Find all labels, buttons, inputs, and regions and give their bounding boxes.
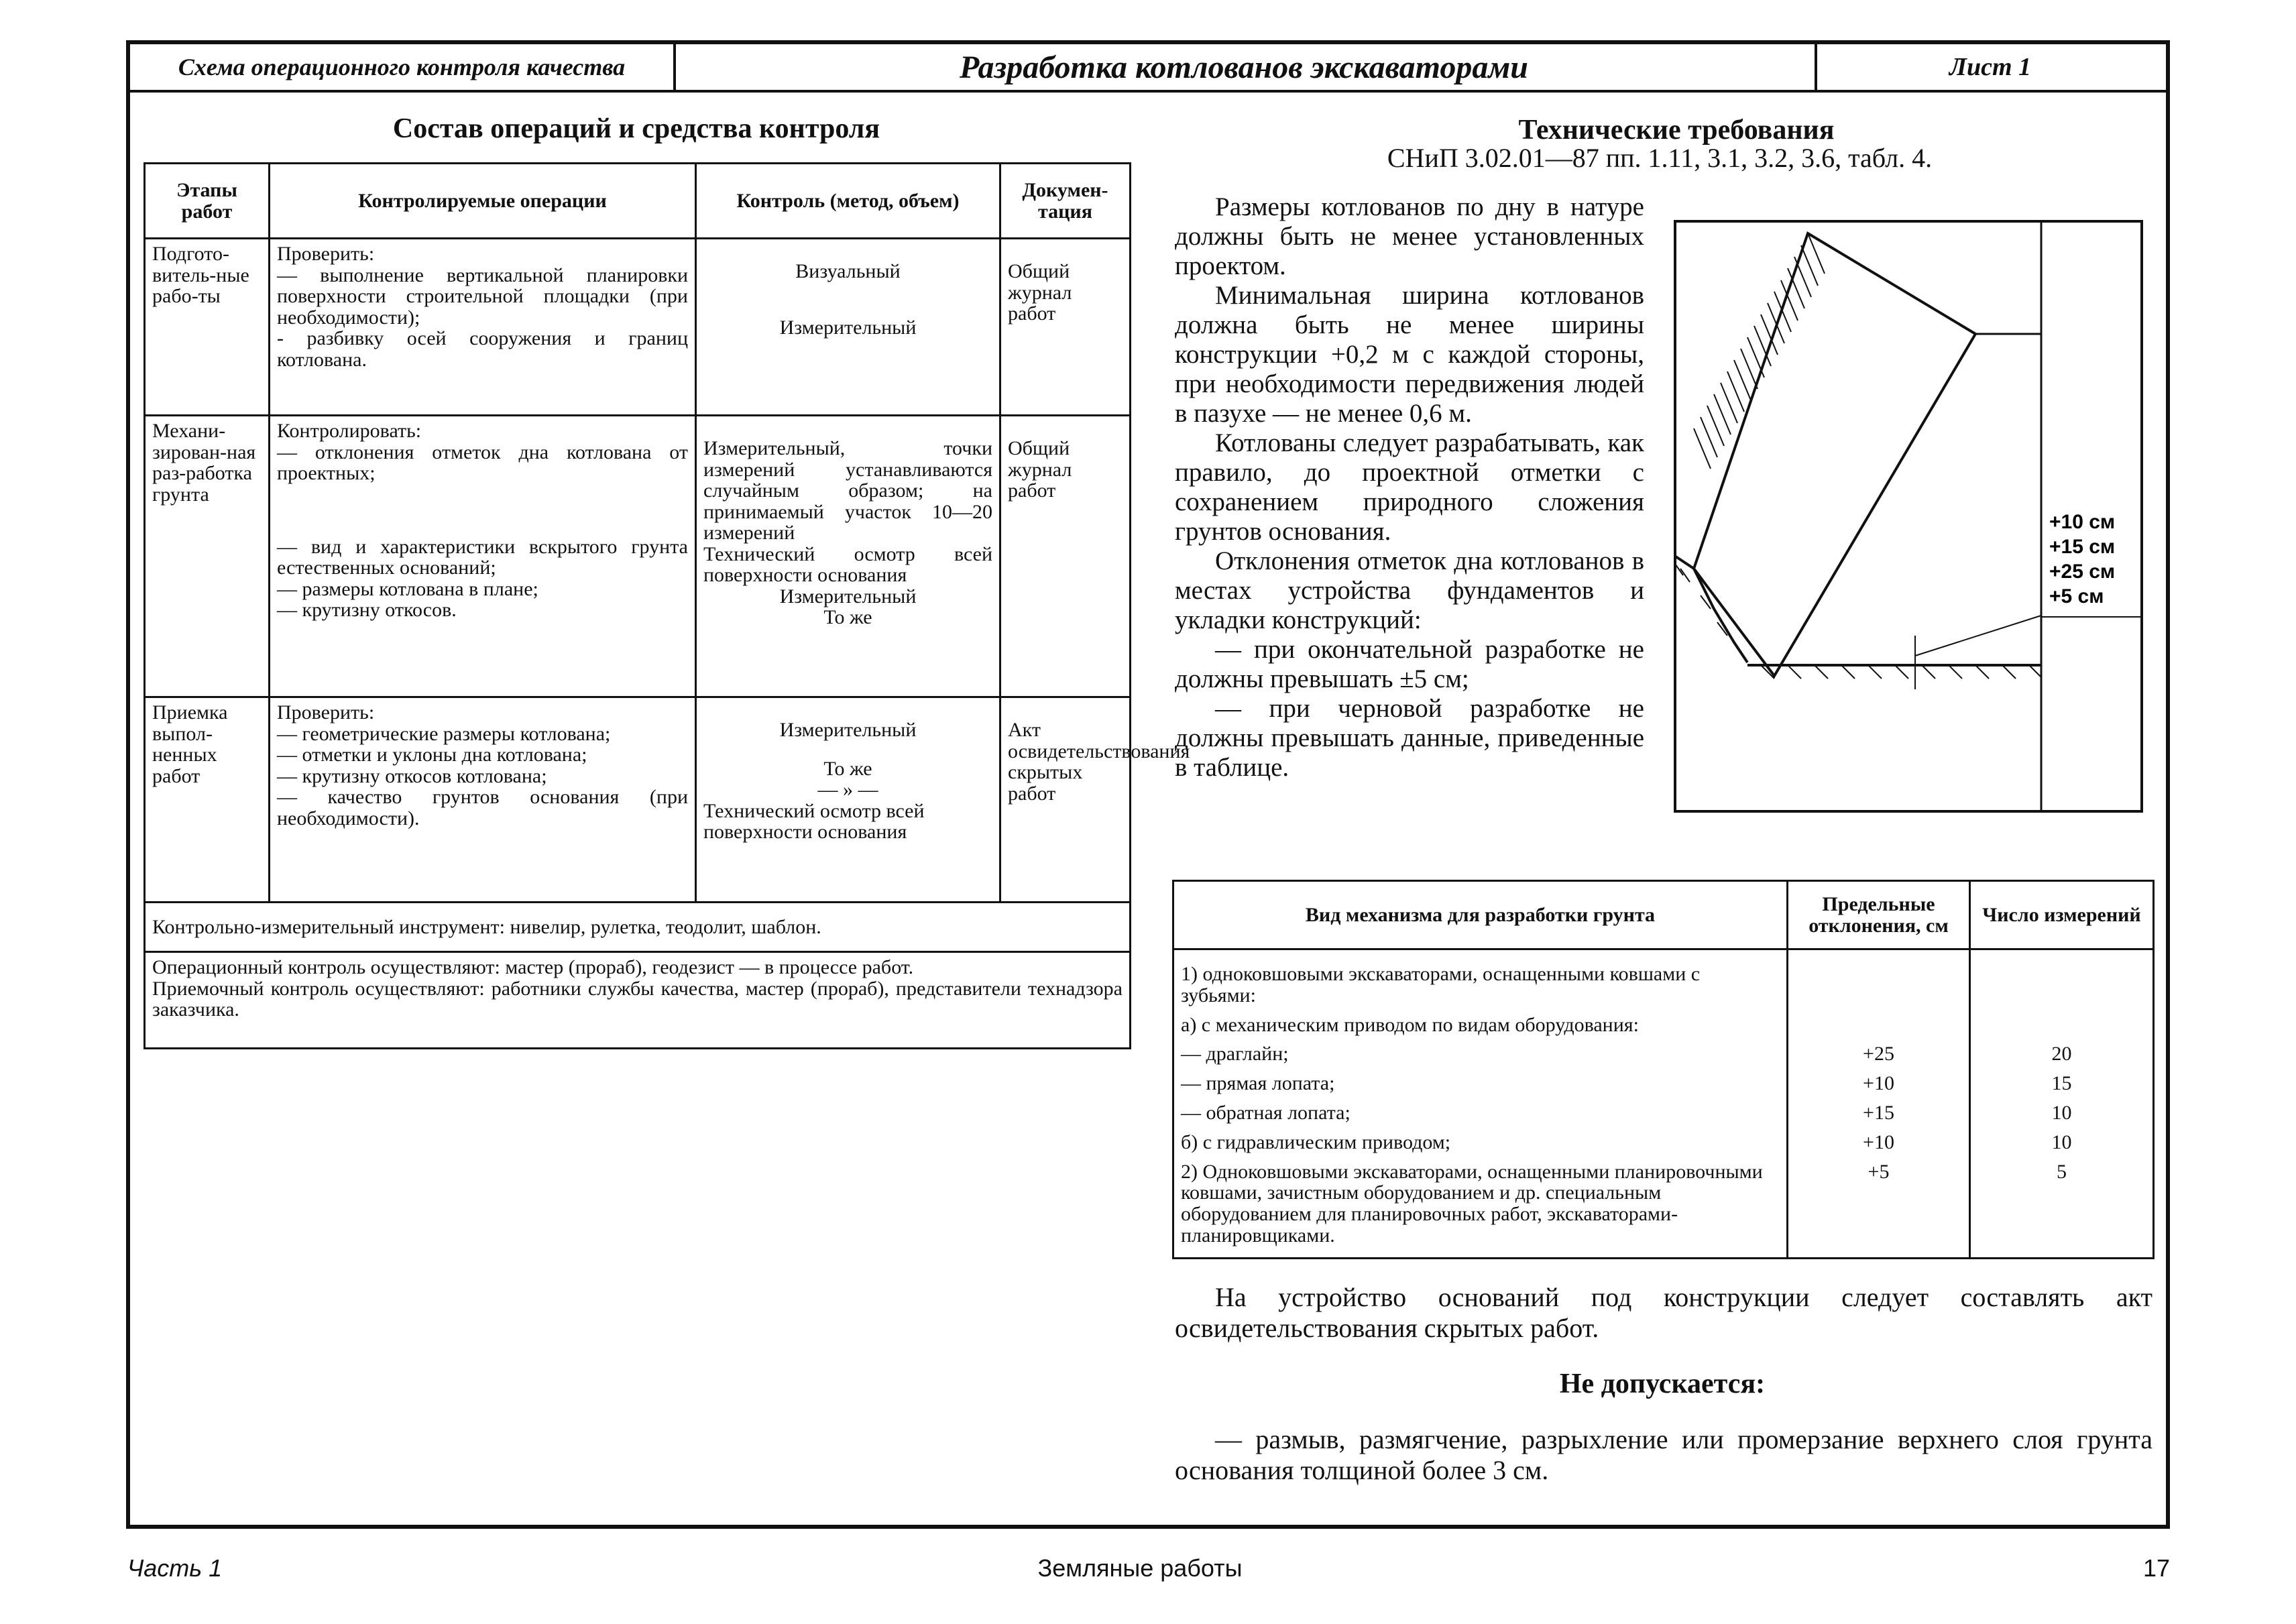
mechanism-name: — обратная лопата; <box>1173 1098 1788 1128</box>
notes-row <box>145 952 1131 1049</box>
document-title: Разработка котлованов экскаваторами <box>673 44 1817 90</box>
mechanism-name: 1) одноковшовыми экскаваторами, оснащенными ковшами с зубьями: <box>1173 949 1788 1010</box>
col-header-mechanism: Вид механизма для разработки грунта <box>1173 881 1788 949</box>
operations-cell <box>270 416 696 697</box>
mechanism-name: — драглайн; <box>1173 1039 1788 1069</box>
col-header-measurements: Число измерений <box>1970 881 2154 949</box>
doc-cell <box>1000 239 1131 416</box>
stage-cell: Приемка выпол-ненных работ <box>145 697 270 903</box>
measurement-count <box>1970 1010 2154 1040</box>
scheme-label: Схема операционного контроля качества <box>130 44 676 90</box>
tech-paragraph: Размеры котлованов по дну в натуре должны быть не менее установленных проектом. <box>1175 192 1644 280</box>
col-header-documentation: Докумен-тация <box>1000 164 1131 239</box>
tolerance-label: +5 см <box>2049 585 2104 607</box>
tolerance-label: +15 см <box>2049 536 2116 558</box>
slope-face <box>1694 233 1975 676</box>
mechanism-name: 2) Одноковшовыми экскаваторами, оснащенными планировочными ковшами, зачистным оборудованием и др. специальным оборудованием для планировочных работ, экскаваторами-планировщиками. <box>1173 1157 1788 1259</box>
doc-text: Акт освидетельствования скрытых работ <box>1008 719 1190 805</box>
measurement-count <box>1970 949 2154 1010</box>
doc-cell <box>1000 697 1190 903</box>
deviation-value: +25 <box>1788 1039 1970 1069</box>
ops-section-title: Состав операций и средства контроля <box>392 113 880 144</box>
col-header-control: Контроль (метод, объем) <box>696 164 1000 239</box>
tech-paragraph: — при окончательной разработке не должны превышать ±5 см; <box>1175 635 1644 693</box>
operation-text: — отклонения отметок дна котлована от проектных; <box>277 441 688 484</box>
deviation-value: +10 <box>1788 1128 1970 1157</box>
table-row <box>145 239 1131 416</box>
control-cell <box>696 697 1000 903</box>
table-row <box>145 416 1131 697</box>
page-number: 17 <box>2143 1554 2171 1582</box>
table-row <box>1173 949 2154 1010</box>
footer-section: Земляные работы <box>1037 1554 1243 1582</box>
deviation-value: +5 <box>1788 1157 1970 1259</box>
measurement-count: 5 <box>1970 1157 2154 1259</box>
mechanism-name: б) с гидравлическим приводом; <box>1173 1128 1788 1157</box>
slope-hatching <box>1694 233 1825 469</box>
operations-cell <box>270 239 696 416</box>
table-row <box>1173 1128 2154 1157</box>
mechanism-name: а) с механическим приводом по видам оборудования: <box>1173 1010 1788 1040</box>
operation-text: — вид и характеристики вскрытого грунта естественных оснований; <box>277 535 688 579</box>
mechanism-name: — прямая лопата; <box>1173 1069 1788 1098</box>
control-text: Измерительный <box>779 316 917 339</box>
deviation-value <box>1788 949 1970 1010</box>
col-header-stage: Этапы работ <box>145 164 270 239</box>
tolerance-label: +25 см <box>2049 561 2116 583</box>
footer-part: Часть 1 <box>127 1554 223 1582</box>
operation-text: — отметки и уклоны дна котлована; <box>277 744 587 766</box>
col-header-deviation: Предельные отклонения, см <box>1788 881 1970 949</box>
operation-text: - разбивку осей сооружения и границ котлована. <box>277 327 688 371</box>
note-text: Операционный контроль осуществляют: мастер (прораб), геодезист — в процессе работ. <box>152 956 914 978</box>
leader-line <box>1915 616 2041 656</box>
instrument-row: Контрольно-измерительный инструмент: нивелир, рулетка, теодолит, шаблон. <box>145 903 1131 952</box>
sheet-label: Лист 1 <box>1949 53 2032 81</box>
stage-cell: Подгото-витель-ные рабо-ты <box>145 239 270 416</box>
not-allowed-text: — размыв, размягчение, разрыхление или промерзание верхнего слоя грунта основания толщиной более 3 см. <box>1175 1424 2152 1485</box>
bottom-hatching <box>1761 665 2041 679</box>
control-cell <box>696 239 1000 416</box>
measurement-count: 20 <box>1970 1039 2154 1069</box>
operation-text: — выполнение вертикальной планировки поверхности строительной площадки (при необходимости); <box>277 264 688 329</box>
measurement-count: 10 <box>1970 1128 2154 1157</box>
tolerance-label: +10 см <box>2049 511 2116 533</box>
doc-text: Общий журнал работ <box>1008 437 1072 502</box>
excavation-diagram <box>1674 220 2143 813</box>
control-text: Измерительный <box>779 719 917 741</box>
operation-text: Проверить: <box>277 243 375 265</box>
tech-reference: СНиП 3.02.01—87 пп. 1.11, 3.1, 3.2, 3.6, табл. 4. <box>1387 143 1933 173</box>
deviation-value <box>1788 1010 1970 1040</box>
control-text: То же <box>823 757 872 780</box>
operations-cell <box>270 697 696 903</box>
operation-text: — размеры котлована в плане; <box>277 577 538 600</box>
tech-paragraph: Минимальная ширина котлованов должна быть не менее ширины конструкции +0,2 м с каждой стороны, при необходимости передвижения людей в пазухе — не менее 0,6 м. <box>1175 281 1644 428</box>
tech-paragraph: — при черновой разработке не должны превышать данные, приведенные в таблице. <box>1175 694 1644 782</box>
table-row <box>145 697 1131 903</box>
table-row <box>1173 1039 2154 1069</box>
table-row <box>1173 1010 2154 1040</box>
table-row <box>1173 1098 2154 1128</box>
control-text: Измерительный, точки измерений устанавливаются случайным образом; на принимаемый участок 10—20 измерений <box>703 437 992 544</box>
control-cell <box>696 416 1000 697</box>
operation-text: — качество грунтов основания (при необходимости). <box>277 786 688 829</box>
tech-paragraph: Отклонения отметок дна котлованов в местах устройства фундаментов и укладки конструкций: <box>1175 546 1644 634</box>
control-text: Измерительный <box>779 585 917 607</box>
table-row <box>1173 1069 2154 1098</box>
doc-text: Общий журнал работ <box>1008 260 1072 325</box>
after-table-text: На устройство оснований под конструкции следует составлять акт освидетельствования скрытых работ. <box>1175 1282 2152 1343</box>
tech-paragraph: Котлованы следует разрабатывать, как правило, до проектной отметки с сохранением природного сложения грунтов основания. <box>1175 428 1644 546</box>
doc-cell <box>1000 416 1131 697</box>
operation-text: Контролировать: <box>277 420 422 442</box>
control-text: — » — <box>817 778 878 801</box>
header <box>130 44 2166 93</box>
table-row <box>1173 1157 2154 1259</box>
control-text: Визуальный <box>795 260 901 282</box>
control-text: Технический осмотр всей поверхности основания <box>703 799 925 843</box>
deviation-value: +15 <box>1788 1098 1970 1128</box>
deviation-value: +10 <box>1788 1069 1970 1098</box>
tech-requirements-text <box>1175 192 1644 782</box>
col-header-operations: Контролируемые операции <box>270 164 696 239</box>
operation-text: — геометрические размеры котлована; <box>277 722 611 745</box>
measurement-count: 10 <box>1970 1098 2154 1128</box>
mechanism-table <box>1172 880 2155 1259</box>
measurement-count: 15 <box>1970 1069 2154 1098</box>
note-text: Приемочный контроль осуществляют: работники службы качества, мастер (прораб), представители технадзора заказчика. <box>152 977 1123 1021</box>
tech-title: Технические требования <box>1518 115 1835 146</box>
operation-text: — крутизну откосов. <box>277 599 457 621</box>
control-text: То же <box>823 606 872 628</box>
control-text: Технический осмотр всей поверхности основания <box>703 542 992 586</box>
stage-cell: Механи-зирован-ная раз-работка грунта <box>145 416 270 697</box>
operations-table <box>144 162 1190 1049</box>
operation-text: — крутизну откосов котлована; <box>277 764 547 787</box>
not-allowed-title: Не допускается: <box>1559 1369 1766 1399</box>
operation-text: Проверить: <box>277 701 375 723</box>
